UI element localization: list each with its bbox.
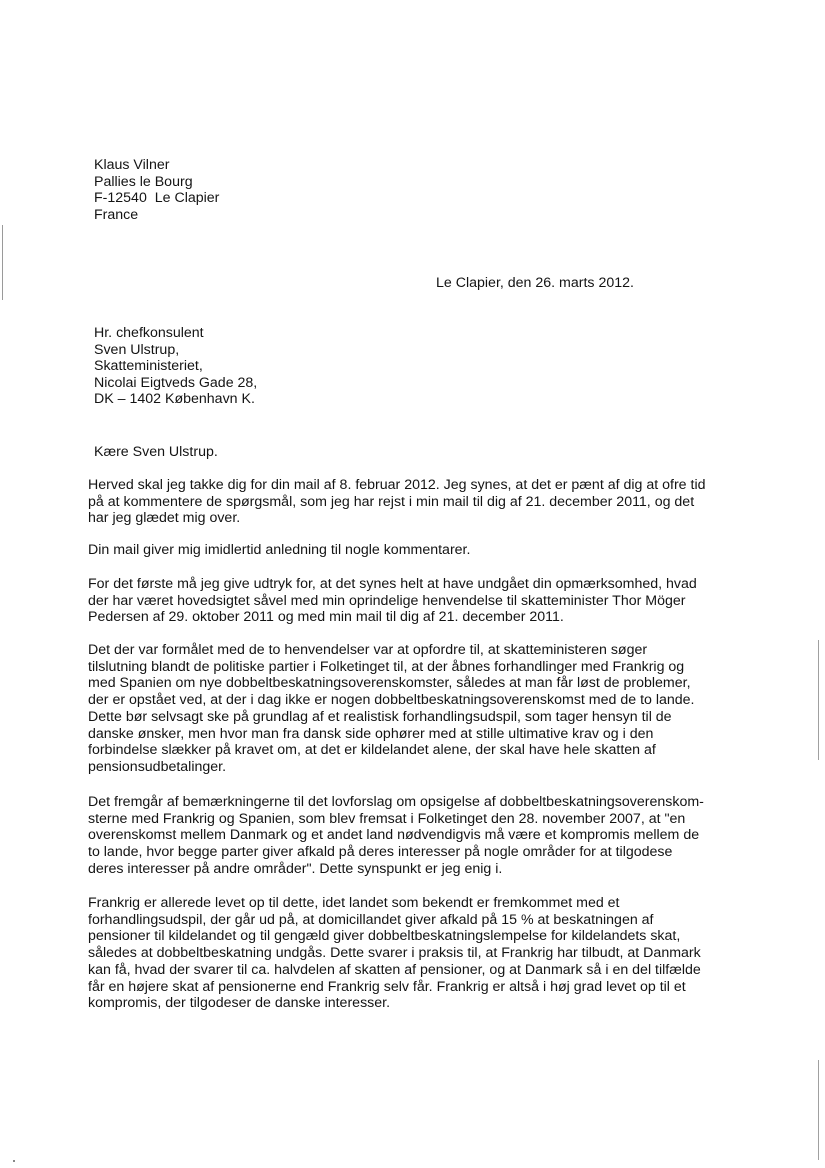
paragraph-line: kan få, hvad der svarer til ca. halvdelen af skatten af pensioner, og at Danmark så i en del tilfælde xyxy=(88,961,701,978)
recipient-title: Hr. chefkonsulent xyxy=(94,325,204,341)
paragraph-2 xyxy=(88,542,470,559)
scan-edge-left xyxy=(2,225,3,300)
paragraph-line: forhandlingsudspil, der går ud på, at domicillandet giver afkald på 15 % at beskatningen af xyxy=(88,911,654,928)
paragraph-line: har jeg glædet mig over. xyxy=(88,510,241,527)
paragraph-line: forbindelse slækker på kravet om, at det er kildelandet alene, der skal have hele skatten af xyxy=(88,742,656,759)
paragraph-5 xyxy=(88,794,704,878)
recipient-street: Nicolai Eigtveds Gade 28, xyxy=(94,374,258,391)
paragraph-line: med Spanien om nye dobbeltbeskatningsoverenskomster, således at man får løst de problemer, xyxy=(88,675,691,692)
date-line: Le Clapier, den 26. marts 2012. xyxy=(436,275,634,291)
paragraph-line: Din mail giver mig imidlertid anledning til nogle kommentarer. xyxy=(88,542,471,558)
paragraph-line: Dette bør selvsagt ske på grundlag af et realistisk forhandlingsudspil, som tager hensyn til de xyxy=(88,708,672,725)
paragraph-line: overenskomst mellem Danmark og et andet land nødvendigvis må være et kompromis mellem de xyxy=(88,827,700,844)
sender-city: F-12540 Le Clapier xyxy=(94,190,220,207)
sender-street: Pallies le Bourg xyxy=(94,173,193,190)
scan-dot xyxy=(13,1160,15,1162)
paragraph-line: to lande, hvor begge parter giver afkald på deres interesser på nogle områder for at tilgodese xyxy=(88,844,673,861)
paragraph-3 xyxy=(88,576,697,626)
paragraph-line: Det der var formålet med de to henvendelser var at opfordre til, at skatteministeren søger xyxy=(88,642,648,658)
paragraph-line: Pedersen af 29. oktober 2011 og med min mail til dig af 21. december 2011. xyxy=(88,609,564,626)
paragraph-line: deres interesser på andre områder". Dette synspunkt er jeg enig i. xyxy=(88,860,503,877)
paragraph-line: Frankrig er allerede levet op til dette, idet landet som bekendt er fremkommet med et xyxy=(88,895,620,911)
paragraph-line: For det første må jeg give udtryk for, at det synes helt at have undgået din opmærksomhed, hvad xyxy=(88,576,697,592)
salutation: Kære Sven Ulstrup. xyxy=(94,444,218,460)
paragraph-line: kompromis, der tilgodeser de danske interesser. xyxy=(88,995,391,1012)
sender-name: Klaus Vilner xyxy=(94,157,170,173)
paragraph-line: således at dobbeltbeskatning undgås. Dette svarer i praksis til, at Frankrig har tilbudt, at Danmark xyxy=(88,945,701,962)
recipient-address xyxy=(94,325,257,408)
scan-edge-right-lower xyxy=(818,1060,819,1160)
recipient-org: Skatteministeriet, xyxy=(94,358,203,375)
paragraph-line: Herved skal jeg takke dig for din mail af 8. februar 2012. Jeg synes, at det er pænt af dig at ofre tid xyxy=(88,477,706,493)
paragraph-line: pensionsudbetalinger. xyxy=(88,758,227,775)
paragraph-line: der er opstået ved, at der i dag ikke er nogen dobbeltbeskatningsoverenskomst med de to lande. xyxy=(88,692,695,709)
paragraph-line: på at kommentere de spørgsmål, som jeg har rejst i min mail til dig af 21. december 2011, og det xyxy=(88,493,695,510)
paragraph-line: tilslutning blandt de politiske partier i Folketinget til, at der åbnes forhandlinger med Frankrig og xyxy=(88,658,685,675)
paragraph-line: får en højere skat af pensionerne end Frankrig selv får. Frankrig er altså i høj grad levet op til et xyxy=(88,978,686,995)
paragraph-4 xyxy=(88,642,695,776)
paragraph-line: sterne med Frankrig og Spanien, som blev fremsat i Folketinget den 28. november 2007, at "en xyxy=(88,810,686,827)
paragraph-line: Det fremgår af bemærkningerne til det lovforslag om opsigelse af dobbeltbeskatningsoverenskom- xyxy=(88,794,704,810)
paragraph-line: pensioner til kildelandet og til gengæld giver dobbeltbeskatningslempelse for kildelandets skat, xyxy=(88,928,681,945)
paragraph-line: der har været hovedsigtet såvel med min oprindelige henvendelse til skatteminister Thor Möger xyxy=(88,592,686,609)
sender-address xyxy=(94,157,219,223)
recipient-name: Sven Ulstrup, xyxy=(94,341,180,358)
paragraph-line: danske ønsker, men hvor man fra dansk side ophører med at stille ultimative krav og i den xyxy=(88,725,654,742)
recipient-city: DK – 1402 København K. xyxy=(94,391,255,408)
paragraph-6 xyxy=(88,895,701,1012)
paragraph-1 xyxy=(88,477,706,527)
scan-edge-right xyxy=(818,640,819,760)
sender-country: France xyxy=(94,206,139,223)
